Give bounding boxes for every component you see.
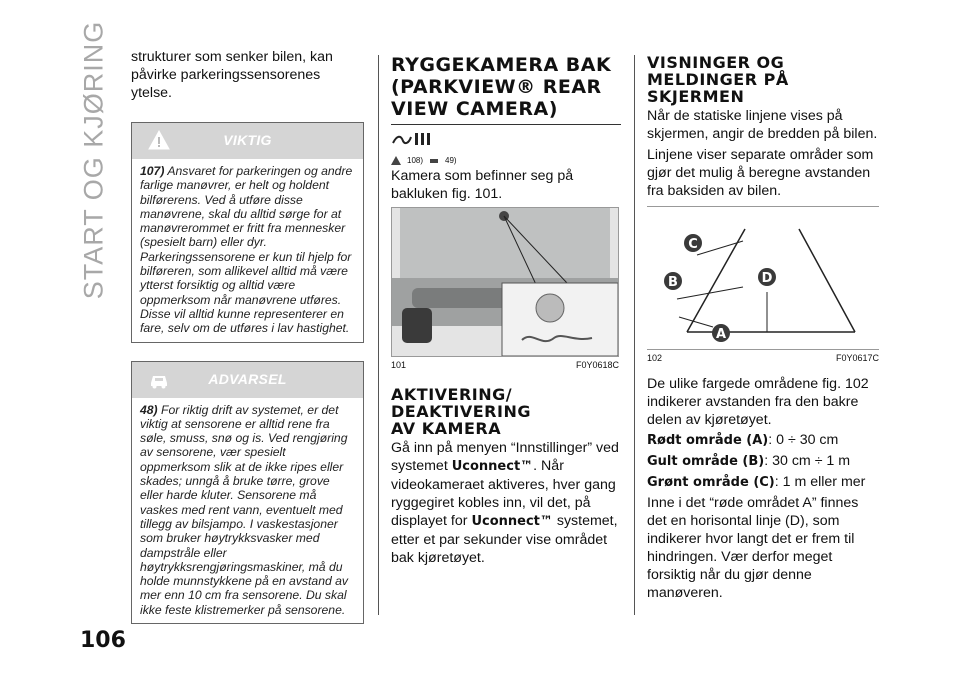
reference-markers: [391, 156, 621, 165]
label-c: C: [688, 237, 698, 252]
section-heading-display: VISNINGER OG MELDINGER PÅ SKJERMEN: [647, 53, 789, 106]
figure-code: F0Y0617C: [835, 353, 879, 363]
section-heading-camera: RYGGEKAMERA BAK (PARKVIEW® REAR VIEW CAMERA): [391, 54, 612, 120]
figure-102-caption: [647, 349, 879, 363]
warning-triangle-icon: [391, 156, 401, 165]
display-text-1: Når de statiske linjene vises på skjermen, angir de bredden på bilen.: [647, 108, 878, 142]
advarsel-box: [131, 361, 364, 624]
label-a: A: [715, 327, 727, 342]
figure-number: 101: [391, 360, 407, 370]
figure-101: [391, 207, 619, 357]
activation-text: Gå inn på menyen “Innstillinger” ved systemet Uconnect™. Når videokameraet aktiveres, hver gang ryggegiret kobles inn, vil det, på displayet for Uconnect™ systemet, etter et par sekunder vise området bak kjøretøyet.: [391, 440, 619, 566]
label-b: B: [668, 275, 678, 290]
viktig-title: VIKTIG: [223, 132, 272, 148]
rear-camera-photo: [392, 208, 618, 356]
advarsel-ref: 48): [140, 402, 158, 417]
figure-102: [647, 207, 879, 349]
zone-green: Grønt område (C): 1 m eller mer: [647, 474, 866, 490]
column-1: [131, 48, 364, 624]
zone-yellow: Gult område (B): 30 cm ÷ 1 m: [647, 453, 851, 469]
ref-108: 108): [407, 156, 424, 165]
heading-rule: [391, 124, 621, 125]
parking-guide-lines-diagram: [647, 207, 879, 349]
viktig-body: [132, 159, 363, 342]
page-number: 106: [80, 628, 126, 653]
figure-101-caption: [391, 357, 619, 370]
ref-49: 49): [445, 156, 457, 165]
zone-red: Rødt område (A): 0 ÷ 30 cm: [647, 432, 839, 448]
label-d: D: [761, 271, 773, 286]
column-2: [391, 54, 621, 567]
car-warning-icon: [429, 156, 439, 165]
figure-number: 102: [647, 353, 663, 363]
column-divider: [378, 55, 379, 615]
intro-text: strukturer som senker bilen, kan påvirke parkeringssensorenes ytelse.: [131, 49, 333, 101]
advarsel-header: [132, 362, 363, 398]
viktig-header: [132, 123, 363, 159]
model-badge-icon: [391, 129, 435, 149]
zone-note: Inne i det “røde området A” finnes det en horisontal linje (D), som indikerer hvor langt det er frem til hindringen. Vær derfor meget forsiktig når du gjør denne manøveren.: [647, 495, 859, 601]
column-divider: [634, 55, 635, 615]
figure-code: F0Y0618C: [575, 360, 619, 370]
display-text-2: Linjene viser separate områder som gjør det mulig å beregne avstanden fra baksiden av bilen.: [647, 147, 874, 199]
zones-intro: De ulike fargede områdene fig. 102 indikerer avstanden fra den bakre delen av kjøretøyet.: [647, 376, 869, 428]
section-heading-activation: AKTIVERING/ DEAKTIVERING AV KAMERA: [391, 385, 531, 438]
camera-intro: Kamera som befinner seg på bakluken fig. 101.: [391, 168, 574, 202]
advarsel-title: ADVARSEL: [208, 370, 287, 387]
viktig-box: [131, 122, 364, 343]
chapter-side-title: START OG KJØRING: [78, 20, 109, 300]
advarsel-text: For riktig drift av systemet, er det viktig at sensorene er alltid rene fra søle, smuss, snø og is. Ved rengjøring av sensorene, vær spesielt oppmerksom slik at de ikke ripes eller skades; unngå å bruke tørre, grove eller harde kluter. Sensorene må vaskes med rent vann, eventuelt med tillegg av bilsjampo. I vaskestasjoner som bruker høytrykksvasker med dampstråle eller høytrykksrengjøringsmaskiner, må du holde munnstykkene på en avstand av mer enn 10 cm fra sensorene. Du skal ikke feste klistremerker på sensorene.: [140, 402, 349, 617]
viktig-text: Ansvaret for parkeringen og andre farlige manøvrer, er helt og holdent bilførerens. Ved å utføre disse manøvrene, skal du alltid sørge for at manøvrerommet er fritt fra mennesker (spesielt barn) eller dyr. Parkeringssensorene er kun til hjelp for bilføreren, som allikevel alltid må være ytterst forsiktig og alltid være oppmerksom når manøvrene utføres. Disse vil alltid kunne representerer en fare, selv om de utføres i lav hastighet.: [140, 164, 353, 336]
viktig-ref: 107): [140, 164, 165, 178]
advarsel-body: [132, 398, 363, 623]
column-3: [647, 54, 879, 602]
